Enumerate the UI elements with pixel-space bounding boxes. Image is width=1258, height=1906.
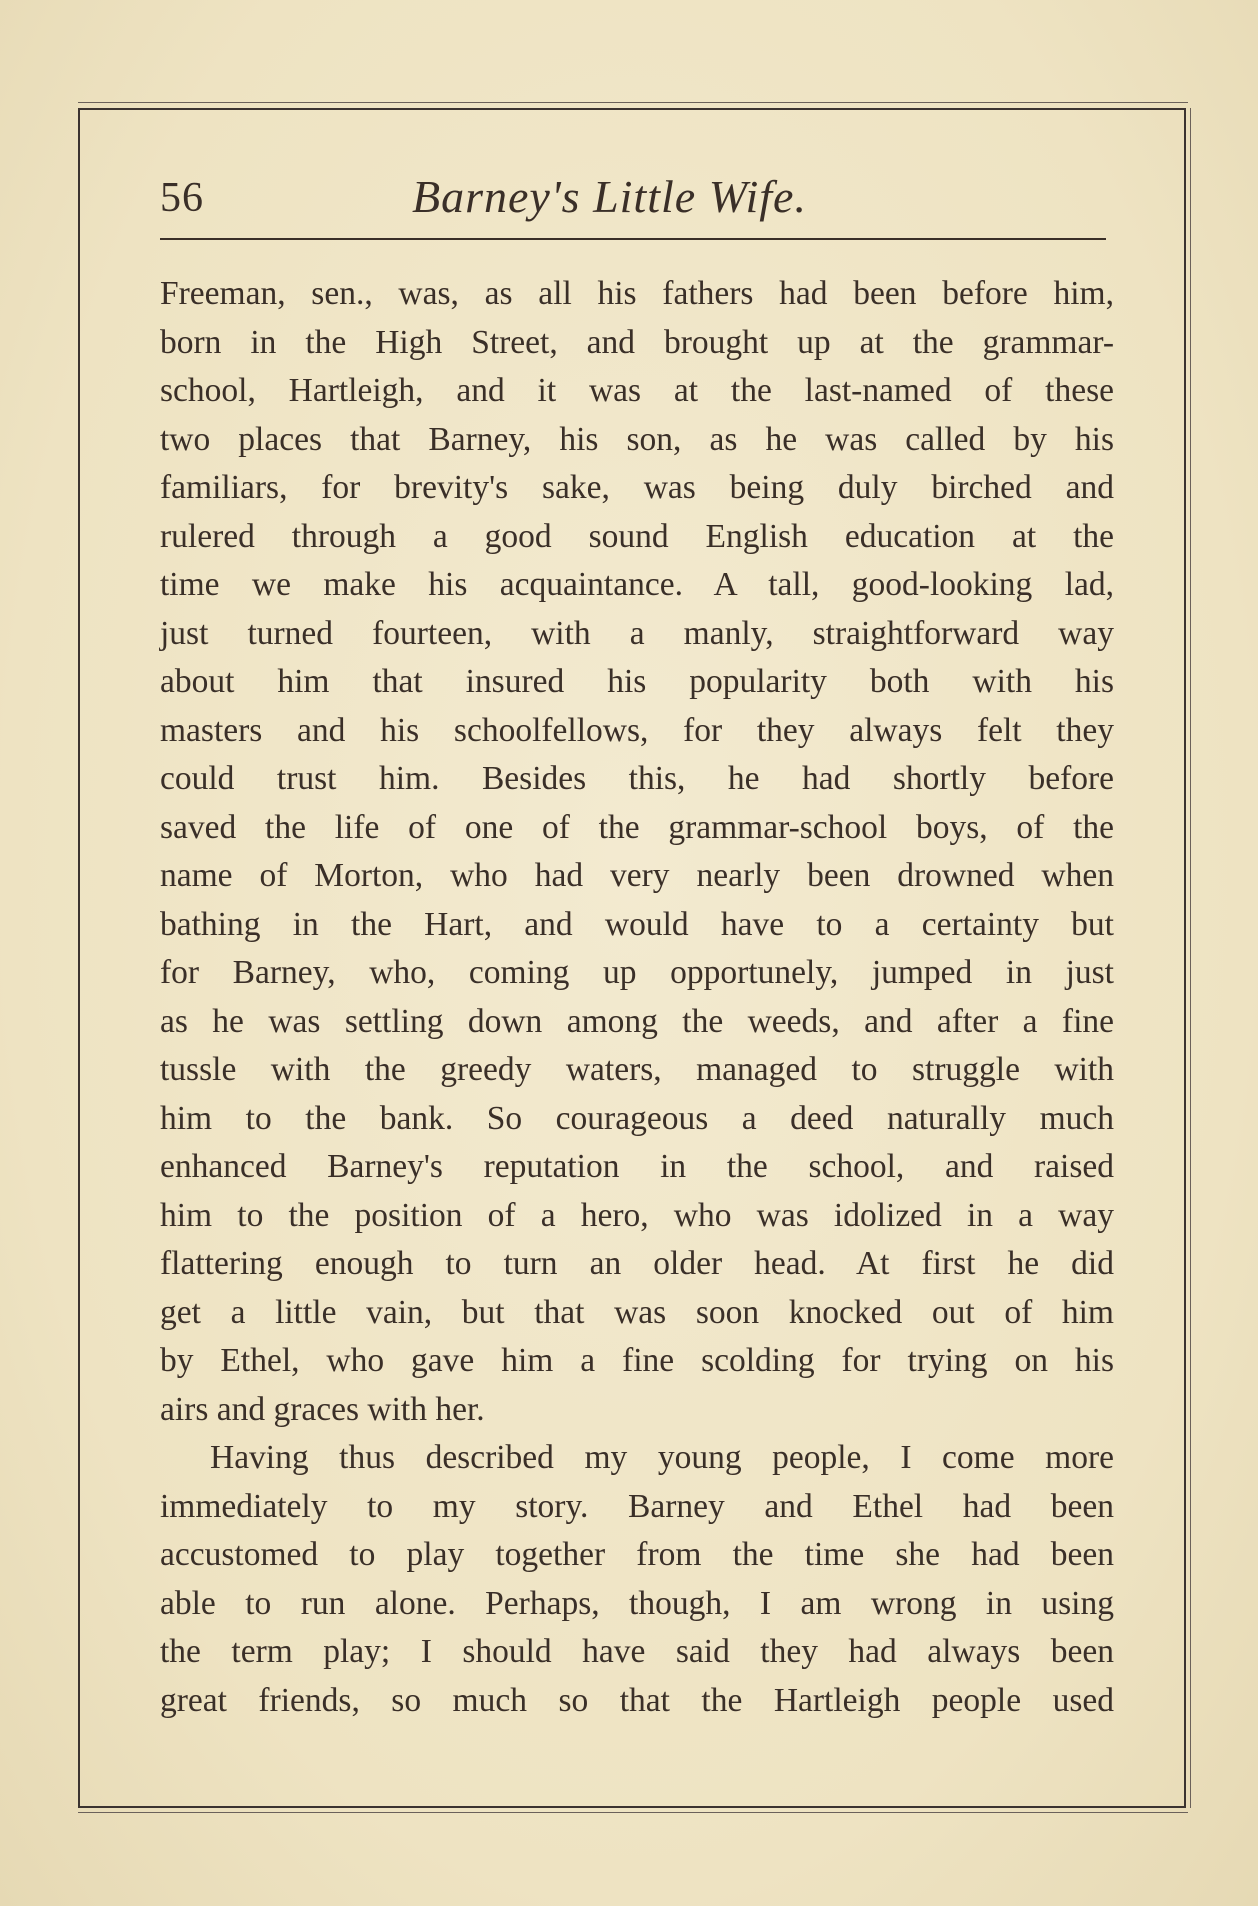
text-line: just turned fourteen, with a manly, straightforward way bbox=[160, 614, 1114, 652]
text-line: for Barney, who, coming up opportunely, jumped in just bbox=[160, 954, 1114, 991]
text-line: name of Morton, who had very nearly been drowned when bbox=[160, 857, 1114, 894]
text-line: great friends, so much so that the Hartleigh people used bbox=[160, 1681, 1114, 1719]
text-line-paragraph-end: airs and graces with her. bbox=[160, 1390, 485, 1428]
text-line: saved the life of one of the grammar-school boys, of the bbox=[160, 808, 1114, 846]
text-line: accustomed to play together from the time she had been bbox=[160, 1536, 1114, 1573]
text-line: could trust him. Besides this, he had shortly before bbox=[160, 760, 1114, 797]
text-line: as he was settling down among the weeds, and after a fine bbox=[160, 1002, 1114, 1040]
text-line: familiars, for brevity's sake, was being duly birched and bbox=[160, 469, 1114, 506]
page-number: 56 bbox=[160, 175, 204, 221]
text-line: born in the High Street, and brought up at the grammar- bbox=[160, 323, 1114, 361]
text-line: the term play; I should have said they had always been bbox=[160, 1633, 1114, 1670]
text-line: able to run alone. Perhaps, though, I am wrong in using bbox=[160, 1584, 1114, 1622]
frame-right-rule bbox=[1190, 108, 1191, 1808]
body-text bbox=[160, 270, 1114, 1725]
text-line: him to the position of a hero, who was idolized in a way bbox=[160, 1196, 1114, 1234]
text-line: by Ethel, who gave him a fine scolding for trying on his bbox=[160, 1342, 1114, 1379]
text-line: flattering enough to turn an older head. At first he did bbox=[160, 1245, 1114, 1282]
text-line: get a little vain, but that was soon knocked out of him bbox=[160, 1293, 1114, 1331]
header-rule bbox=[160, 238, 1106, 240]
text-line: bathing in the Hart, and would have to a certainty but bbox=[160, 905, 1114, 943]
text-line: rulered through a good sound English education at the bbox=[160, 517, 1114, 555]
text-line: immediately to my story. Barney and Ethel had been bbox=[160, 1487, 1114, 1525]
text-line: two places that Barney, his son, as he was called by his bbox=[160, 420, 1114, 458]
running-title: Barney's Little Wife. bbox=[412, 171, 807, 222]
text-line: him to the bank. So courageous a deed naturally much bbox=[160, 1099, 1114, 1137]
frame-bottom-rule bbox=[78, 1812, 1188, 1813]
text-line: about him that insured his popularity both with his bbox=[160, 663, 1114, 700]
text-line: enhanced Barney's reputation in the school, and raised bbox=[160, 1148, 1114, 1185]
text-line-paragraph-start: Having thus described my young people, I come more bbox=[210, 1439, 1114, 1476]
page-header bbox=[160, 170, 1108, 240]
text-line: time we make his acquaintance. A tall, good-looking lad, bbox=[160, 566, 1114, 603]
text-line: masters and his schoolfellows, for they always felt they bbox=[160, 711, 1114, 749]
frame-top-rule bbox=[78, 102, 1188, 103]
text-line: tussle with the greedy waters, managed to struggle with bbox=[160, 1051, 1114, 1088]
text-line: Freeman, sen., was, as all his fathers had been before him, bbox=[160, 275, 1114, 312]
text-line: school, Hartleigh, and it was at the last-named of these bbox=[160, 372, 1114, 409]
